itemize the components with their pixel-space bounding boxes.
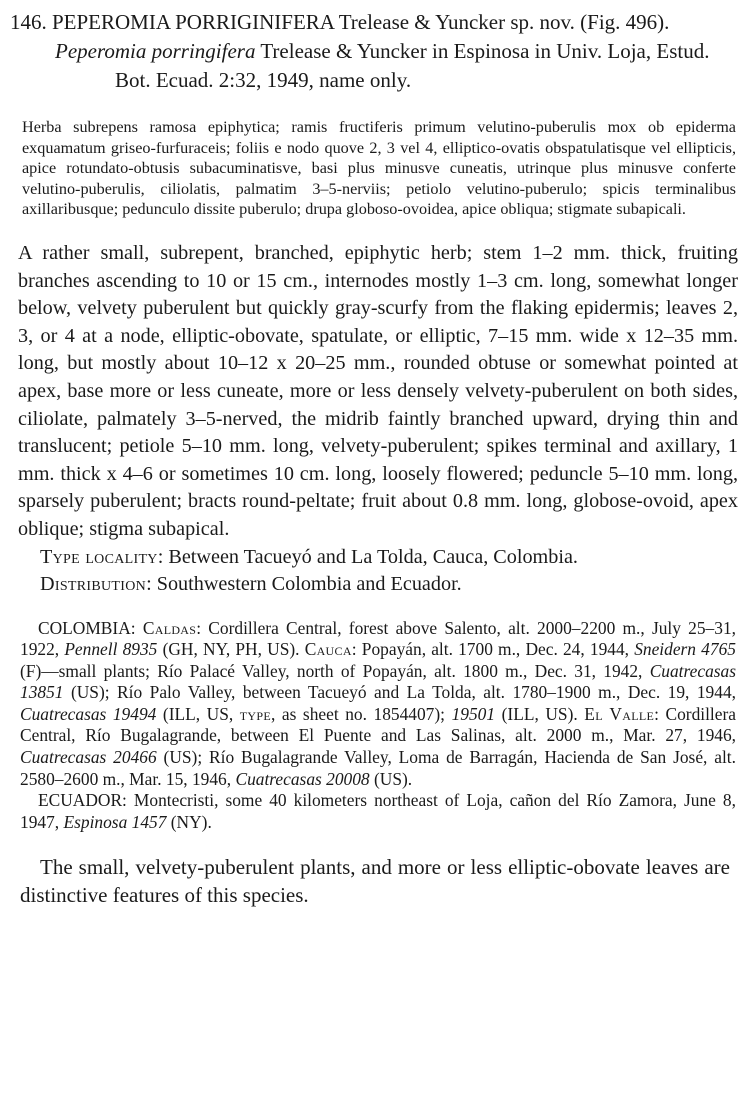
caldas-label: Caldas: [142, 617, 197, 638]
latin-description: Herba subrepens ramosa epiphytica; ramis fructiferis primum velutino-puberulis mox ob epiderma exquamatum griseo-furfuraceis; foliis e nodo quove 2, 3 vel 4, elliptico-ovatis obspatulatisque vel ellipticis, apice rotundato-obtusis subacuminatisve, basi plus minusve cuneatis, utrinque plus minusve conferte velutino-puberulis, ciliolatis, palmatim 3–5-nerviis; petiolo velutino-puberulo; spicis terminalibus axillaribusque; pedunculo dissite puberulo; drupa globoso-ovoidea, apice obliqua; stigmate subapicali.: [22, 118, 736, 219]
species-name: PEPEROMIA PORRIGINIFERA: [52, 10, 334, 34]
specimens-ecuador: [20, 790, 736, 833]
collector-cuatrecasas-20466: Cuatrecasas 20466: [20, 747, 157, 768]
type-locality: [40, 544, 738, 571]
cuatrecasas-13851-text: (US); Río Palo Valley, between Tacueyó and La Tolda, alt. 1780–1900 m., Dec. 19, 1944,: [70, 682, 736, 703]
el-valle-text: : Cordillera Central, Río Bugalagrande, between El Puente and Las Salinas, alt. 2000 m., Mar. 27, 1946,: [20, 703, 736, 746]
sheet-number-text: , as sheet no. 1854407);: [270, 703, 445, 724]
species-title-line: [10, 8, 740, 37]
cauca-text: : Popayán, alt. 1700 m., Dec. 24, 1944,: [351, 639, 630, 660]
type-marker: type: [239, 703, 271, 724]
ecuador-label: ECUADOR:: [38, 790, 127, 811]
caldas-text: : Cordillera Central, forest above Salento, alt. 2000–2200 m., July 25–31, 1922,: [20, 617, 736, 660]
species-authority: Trelease & Yuncker sp. nov. (Fig. 496).: [338, 10, 670, 34]
synonym-reference: Trelease & Yuncker in Espinosa in Univ. Loja, Estud. Bot. Ecuad. 2:32, 1949, name only.: [115, 39, 710, 92]
type-locality-text: : Between Tacueyó and La Tolda, Cauca, Colombia.: [157, 545, 578, 568]
synonym-citation: [55, 37, 740, 95]
collector-espinosa: Espinosa 1457: [63, 811, 167, 832]
species-heading: [0, 0, 750, 37]
colombia-label: COLOMBIA:: [38, 617, 136, 638]
distribution-text: : Southwestern Colombia and Ecuador.: [146, 572, 462, 595]
closing-note: The small, velvety-puberulent plants, and more or less elliptic-obovate leaves are distinctive features of this species.: [20, 855, 730, 908]
collector-pennell: Pennell 8935: [64, 639, 158, 660]
species-number: 146.: [10, 10, 47, 34]
collector-cuatrecasas-13851: Cuatrecasas 13851: [20, 660, 736, 703]
collector-cuatrecasas-19494: Cuatrecasas 19494: [20, 703, 157, 724]
collector-cuatrecasas-20008: Cuatrecasas 20008: [235, 768, 370, 789]
type-locality-label: Type locality: [40, 545, 158, 568]
collection-19501-herbaria: (ILL, US).: [501, 703, 578, 724]
synonym-name: Peperomia porringifera: [55, 39, 256, 63]
specimens-examined: [20, 618, 736, 834]
sneidern-text: (F)—small plants; Río Palacé Valley, north of Popayán, alt. 1800 m., Dec. 31, 1942,: [20, 660, 643, 681]
cuatrecasas-19494-herbaria: (ILL, US,: [162, 703, 234, 724]
distribution: [40, 571, 738, 598]
el-valle-label: El Valle: [584, 703, 655, 724]
collection-19501: 19501: [451, 703, 496, 724]
cuatrecasas-20008-herbaria: (US).: [373, 768, 413, 789]
espinosa-herbaria: (NY).: [170, 811, 212, 832]
collector-sneidern: Sneidern 4765: [634, 639, 736, 660]
english-description: A rather small, subrepent, branched, epiphytic herb; stem 1–2 mm. thick, fruiting branches ascending to 10 or 15 cm., internodes mostly 1–3 cm. long, somewhat longer below, velvety puberulent but quickly gray-scurfy from the flaking epidermis; leaves 2, 3, or 4 at a node, elliptic-obovate, spatulate, or elliptic, 7–15 mm. wide x 12–35 mm. long, but mostly about 10–12 x 20–25 mm., rounded obtuse or somewhat pointed at apex, base more or less cuneate, more or less densely velvety-puberulent on both sides, ciliolate, palmately 3–5-nerved, the midrib faintly branched upward, drying thin and translucent; petiole 5–10 mm. long, velvety-puberulent; spikes terminal and axillary, 1 mm. thick x 4–6 or sometimes 10 cm. long, loosely flowered; peduncle 5–10 mm. long, sparsely puberulent; bracts round-peltate; fruit about 0.8 mm. long, globose-ovoid, apex oblique; stigma subapical.: [18, 241, 738, 540]
ecuador-text: Montecristi, some 40 kilometers northeast of Loja, cañon del Río Zamora, June 8, 1947,: [20, 790, 736, 832]
pennell-herbaria: (GH, NY, PH, US).: [162, 639, 300, 660]
cuatrecasas-20466-text: (US); Río Bugalagrande Valley, Loma de Barragán, Hacienda de San José, alt. 2580–2600 m., Mar. 15, 1946,: [20, 747, 736, 789]
specimens-colombia: [20, 618, 736, 791]
distribution-label: Distribution: [40, 572, 147, 595]
cauca-label: Cauca: [304, 639, 352, 660]
